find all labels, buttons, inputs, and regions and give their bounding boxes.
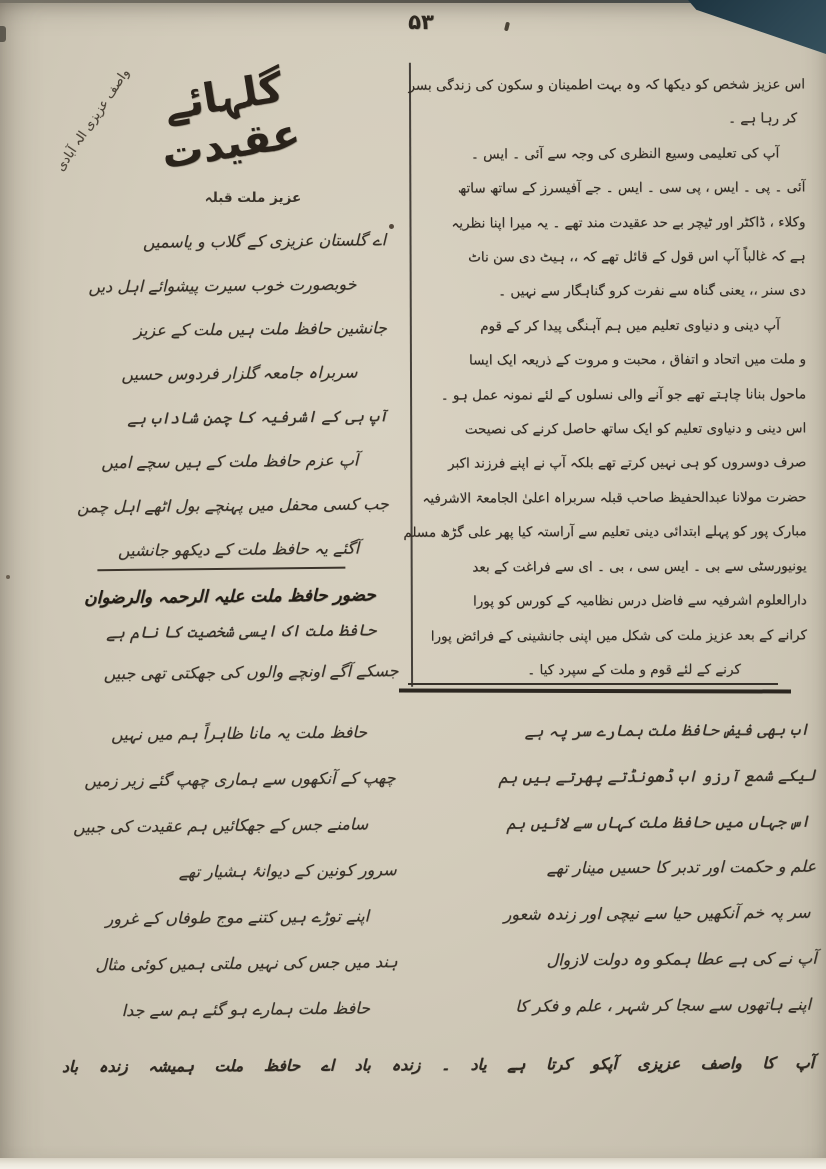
verse-line: آگئے یہ حافظ ملت کے دیکھو جانشیں [27, 526, 359, 573]
prose-line: صرف دوسروں کو ہی نہیں کرتے تھے بلکہ آپ نے اپنے فرزند اکبر [447, 454, 807, 473]
verse-line: لیکے شمع آرزو اب ڈھونڈتے پھرتے ہیں ہم [498, 765, 816, 787]
verse-line: سرور کونین کے دیوانۂ ہشیار تھے [178, 860, 397, 882]
verse-line: ہند میں جس کی نہیں ملتی ہمیں کوئی مثال [95, 952, 398, 975]
page-title: گلہائے عقیدت [158, 63, 304, 179]
prose-line: حضرت مولانا عبدالحفیظ صاحب قبلہ سربراہ اعلیٰ الجامعۃ الاشرفیہ [422, 489, 807, 507]
scan-left-notch [0, 26, 6, 42]
verse-line: چھپ کے آنکھوں سے ہماری چھپ گئے زیر زمیں [84, 768, 396, 791]
box-bottom-rule [408, 683, 778, 685]
verse-line: آپ نے کی ہے عطا ہمکو وہ دولت لازوال [546, 948, 817, 970]
prose-line: اس دینی و دنیاوی تعلیم کو ایک ساتھ حاصل کرنے کی نصیحت [464, 420, 807, 438]
stanza-a [24, 218, 400, 574]
verse-line: جانشین حافظ ملت ہیں ملت کے عزیز [133, 318, 387, 340]
right-poem-column [413, 707, 817, 1030]
footer-verse: آپ کا واصف عزیزی آپکو کرتا ہے یاد ۔ زندہ باد اے حافظ ملت ہمیشہ زندہ باد [61, 1054, 815, 1076]
stanza-b [28, 609, 401, 695]
prose-line: و ملت میں اتحاد و اتفاق ، محبت و مروت کے ذریعہ ایک ایسا [468, 351, 806, 369]
left-poem-column [24, 218, 404, 1035]
scan-corner-shadow [688, 0, 826, 54]
prose-line: یونیورسٹی سے بی ۔ ایس سی ، بی ۔ ای سے فراغت کے بعد [472, 558, 807, 576]
prose-line: اس عزیز شخص کو دیکھا کہ وہ بہت اطمینان و سکون کی زندگی بسر [408, 76, 806, 94]
verse-line: جسکے آگے اونچے والوں کی جھکتی تھی جبیں [103, 661, 399, 684]
section-heading: حضور حافظ ملت علیہ الرحمہ والرضوان [84, 585, 376, 609]
prose-line: آپ کی تعلیمی وسیع النظری کی وجہ سے آئی ۔ ایس ۔ [470, 145, 780, 163]
verse-line: حافظ ملت اک ایسی شخصیت کا نام ہے [105, 620, 377, 643]
scan-bottom-edge [0, 1158, 826, 1169]
dedication-line: عزیز ملت قبلہ [204, 190, 302, 206]
prose-line: آئی ۔ پی ۔ ایس ، پی سی ۔ ایس ۔ جے آفیسرز کے ساتھ ساتھ [457, 179, 806, 197]
ink-speck [6, 575, 10, 579]
prose-line: دارالعلوم اشرفیہ سے فاضل درس نظامیہ کے کورس کو پورا [472, 592, 807, 610]
verse-line: اب بھی فیض حافظ ملت ہمارے سر پہ ہے [524, 719, 810, 741]
prose-line: وکلاء ، ڈاکٹر اور ٹیچر بے حد عقیدت مند تھے ۔ یہ میرا اپنا نظریہ [451, 213, 806, 232]
verse-line: اپنے ہاتھوں سے سجا کر شہر ، علم و فکر کا [515, 994, 812, 1016]
verse-line: سر پہ خم آنکھیں حیا سے نیچی اور زندہ شعور [503, 902, 811, 924]
verse-line: اے گلستان عزیزی کے گلاب و یاسمیں [142, 230, 387, 252]
prose-line: کرانے کے بعد عزیز ملت کی شکل میں اپنی جانشینی کے فرائض پورا [430, 626, 807, 645]
prose-line: دی سنر ،، یعنی گناہ سے نفرت کرو گناہگار سے نہیں ۔ [498, 282, 806, 300]
verse-line: اپنے توڑے ہیں کتنے موج طوفاں کے غرور [105, 906, 370, 929]
prose-line: آپ دینی و دنیاوی تعلیم میں ہم آہنگی پیدا کر کے قوم [480, 317, 780, 335]
prose-line: مبارک پور کو پہلے ابتدائی دینی تعلیم سے آراستہ کیا پھر علی گڑھ مسلم [403, 523, 807, 542]
prose-line: کرنے کے لئے قوم و ملت کے سپرد کیا ۔ [527, 661, 741, 679]
page-number: ۵۳ [408, 10, 434, 34]
box-bottom-rule-thick [399, 688, 791, 693]
verse-line: آپ ہی کے اشرفیہ کا چمن شاداب ہے [127, 406, 388, 428]
verse-line: حافظ ملت ہمارے ہو گئے ہم سے جدا [121, 998, 371, 1020]
ink-speck [504, 22, 510, 32]
verse-line: جب کسی محفل میں پہنچے بول اٹھے اہل چمن [76, 494, 389, 517]
verse-line: حافظ ملت یہ مانا ظاہراً ہم میں نہیں [110, 722, 368, 745]
author-signature: واصف عزیزی الہ آبادی [52, 65, 132, 174]
verse-line: سربراہ جامعہ گلزار فردوس حسیں [121, 362, 358, 384]
verse-line: علم و حکمت اور تدبر کا حسیں مینار تھے [546, 856, 817, 878]
boxed-prose-section [403, 61, 817, 686]
verse-line: اس جہاں میں حافظ ملت کہاں سے لائیں ہم [506, 811, 810, 833]
verse-line: آپ عزم حافظ ملت کے ہیں سچے امیں [101, 450, 359, 473]
verse-line: خوبصورت خوب سیرت پیشوائے اہل دیں [88, 274, 357, 297]
prose-line: کر رہا ہے ۔ [728, 110, 798, 128]
verse-line: سامنے جس کے جھکائیں ہم عقیدت کی جبیں [72, 814, 369, 837]
prose-line: ماحول بنانا چاہتے تھے جو آنے والی نسلوں کے لئے نمونہ عمل ہو ۔ [440, 385, 807, 404]
stanza-c [29, 709, 404, 1035]
prose-line: ہے کہ غالباً آپ اس قول کے قائل تھے کہ ،، ہیٹ دی سن ناٹ [468, 248, 806, 266]
